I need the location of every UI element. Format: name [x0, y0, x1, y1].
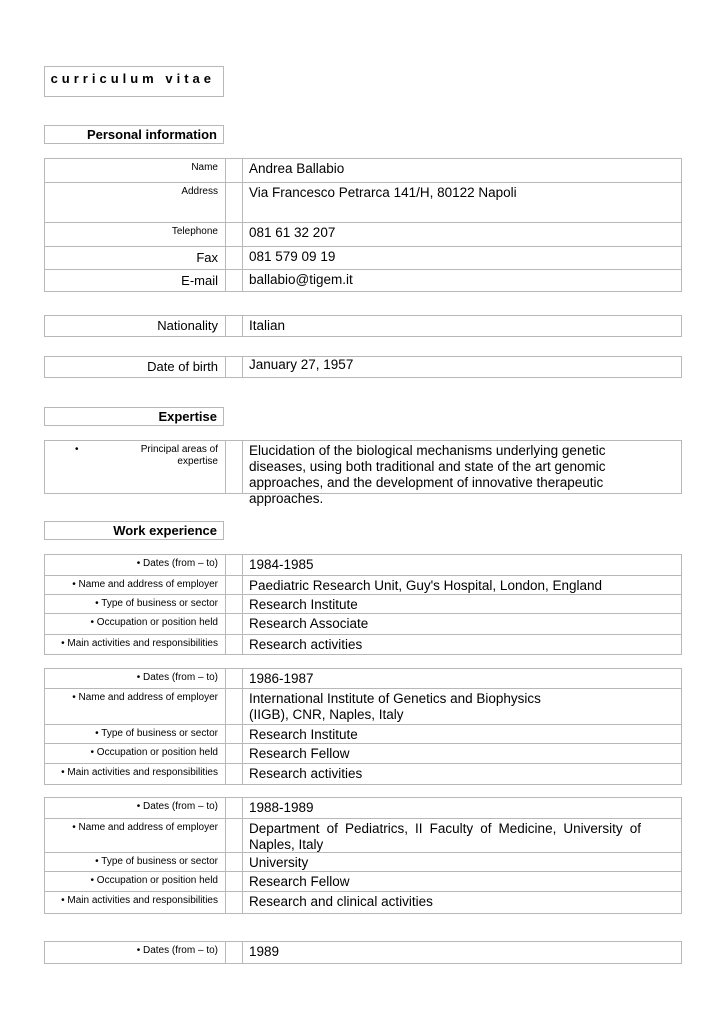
cv-title: curriculum vitae: [50, 71, 215, 86]
work-entry-1: [44, 554, 682, 655]
position-value: Research Fellow: [249, 746, 350, 761]
dates-value: 1988-1989: [249, 800, 314, 815]
business-row: [45, 594, 681, 613]
employer-row: [45, 688, 681, 724]
nationality-label: Nationality: [157, 318, 218, 333]
email-value: ballabio@tigem.it: [249, 272, 353, 287]
activities-label: • Main activities and responsibilities: [61, 895, 218, 906]
expertise-row: [45, 441, 681, 506]
section-expertise: [44, 407, 224, 426]
employer-value: International Institute of Genetics and Biophysics (IIGB), CNR, Naples, Italy: [249, 691, 541, 722]
bullet: •: [75, 444, 79, 455]
position-value: Research Associate: [249, 616, 369, 631]
employer-row: [45, 818, 681, 852]
name-value: Andrea Ballabio: [249, 161, 345, 176]
name-label: Name: [191, 162, 218, 173]
business-row: [45, 852, 681, 871]
position-row: [45, 743, 681, 763]
employer-value: Department of Pediatrics, II Faculty of Medicine, University of Naples, Italy: [249, 821, 641, 852]
activities-value: Research activities: [249, 637, 363, 652]
position-row: [45, 613, 681, 634]
email-label: E-mail: [181, 273, 218, 288]
telephone-value: 081 61 32 207: [249, 225, 336, 240]
telephone-label: Telephone: [171, 226, 218, 237]
employer-label: • Name and address of employer: [72, 579, 218, 590]
section-personal-information: [44, 125, 224, 144]
section-title: Work experience: [113, 523, 217, 538]
employer-label: • Name and address of employer: [72, 692, 218, 703]
telephone-row: [45, 222, 681, 246]
expertise-value: Elucidation of the biological mechanisms underlying genetic diseases, using both traditional and state of the art genomic approaches, and the development of innovative therapeutic approaches.: [249, 443, 606, 506]
position-row: [45, 871, 681, 891]
position-label: • Occupation or position held: [90, 875, 218, 886]
personal-info-table: [44, 158, 682, 292]
dates-value: 1986-1987: [249, 671, 314, 686]
work-entry-2: [44, 668, 682, 785]
business-row: [45, 724, 681, 743]
fax-label: Fax: [196, 250, 218, 265]
section-title: Personal information: [86, 127, 217, 142]
dates-label: • Dates (from – to): [136, 672, 218, 683]
activities-row: [45, 763, 681, 784]
business-value: University: [249, 855, 309, 870]
fax-value: 081 579 09 19: [249, 249, 336, 264]
name-row: [45, 159, 681, 182]
activities-row: [45, 634, 681, 654]
position-label: • Occupation or position held: [90, 617, 218, 628]
dob-label: Date of birth: [147, 359, 218, 374]
dates-label: • Dates (from – to): [136, 801, 218, 812]
activities-value: Research and clinical activities: [249, 894, 433, 909]
dates-value: 1984-1985: [249, 557, 314, 572]
dates-label: • Dates (from – to): [136, 945, 218, 956]
dates-row: [45, 798, 681, 818]
dob-value: January 27, 1957: [249, 357, 354, 372]
work-entry-3: [44, 797, 682, 914]
dates-row: [45, 942, 681, 963]
dates-row: [45, 555, 681, 575]
business-label: • Type of business or sector: [95, 598, 218, 609]
position-label: • Occupation or position held: [90, 747, 218, 758]
expertise-table: [44, 440, 682, 506]
address-value: Via Francesco Petrarca 141/H, 80122 Napoli: [249, 185, 517, 200]
position-value: Research Fellow: [249, 874, 350, 889]
activities-row: [45, 891, 681, 913]
business-label: • Type of business or sector: [95, 856, 218, 867]
fax-row: [45, 246, 681, 269]
business-value: Research Institute: [249, 727, 358, 742]
email-row: [45, 269, 681, 291]
nationality-row: [45, 316, 681, 336]
address-label: Address: [181, 186, 218, 197]
section-work-experience: [44, 521, 224, 540]
employer-label: • Name and address of employer: [72, 822, 218, 833]
dob-row: [45, 357, 681, 377]
work-entry-4: [44, 941, 682, 964]
activities-label: • Main activities and responsibilities: [61, 767, 218, 778]
nationality-table: [44, 315, 682, 337]
dates-value: 1989: [249, 944, 280, 959]
cv-title-box: [44, 66, 224, 97]
activities-label: • Main activities and responsibilities: [61, 638, 218, 649]
employer-row: [45, 575, 681, 594]
nationality-value: Italian: [249, 318, 286, 333]
address-row: [45, 182, 681, 222]
section-title: Expertise: [158, 409, 217, 424]
business-label: • Type of business or sector: [95, 728, 218, 739]
activities-value: Research activities: [249, 766, 363, 781]
dates-row: [45, 669, 681, 688]
expertise-label: Principal areas of expertise: [140, 444, 218, 467]
employer-value: Paediatric Research Unit, Guy's Hospital, London, England: [249, 578, 603, 593]
date-of-birth-table: [44, 356, 682, 378]
business-value: Research Institute: [249, 597, 358, 612]
dates-label: • Dates (from – to): [136, 558, 218, 569]
